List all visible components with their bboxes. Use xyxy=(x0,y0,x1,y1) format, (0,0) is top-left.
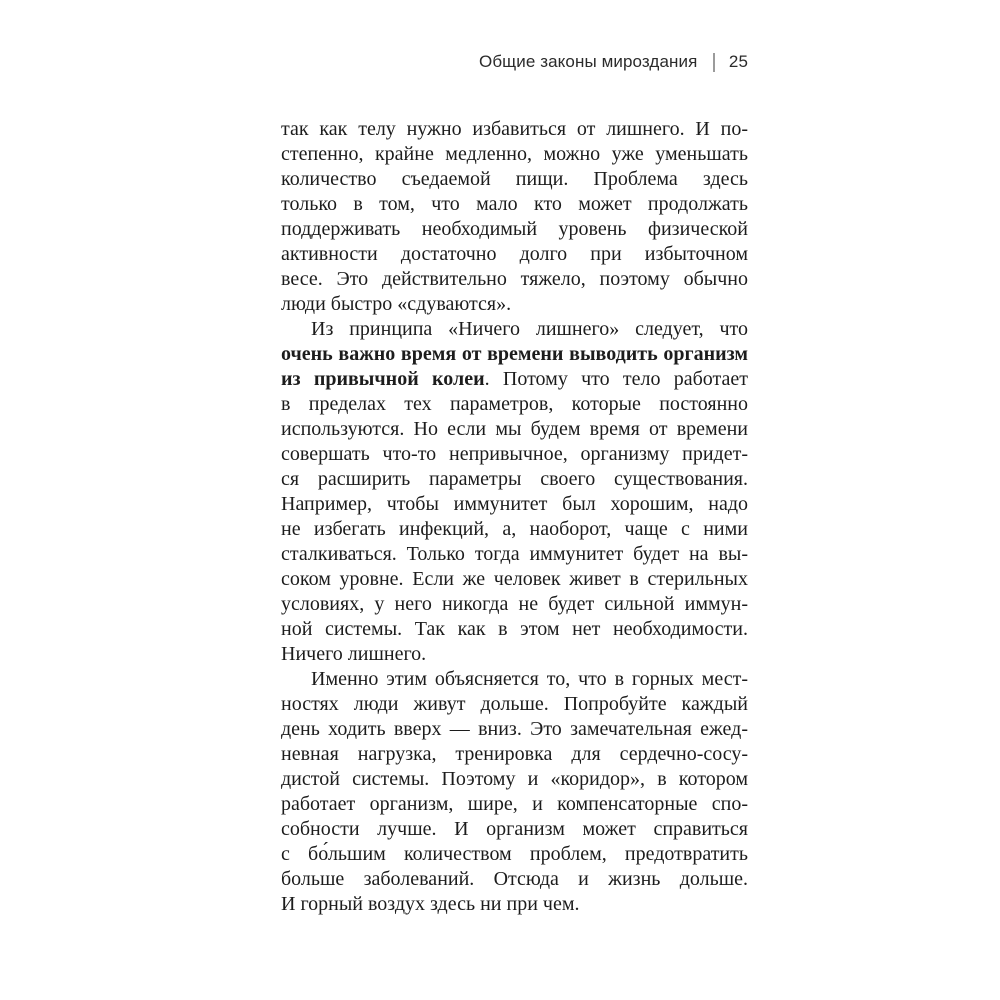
text-line xyxy=(281,292,748,317)
text-line xyxy=(281,642,748,667)
text-line xyxy=(281,217,748,242)
text-segment: люди быстро «сдуваются». xyxy=(281,293,512,315)
chapter-title: Общие законы мироздания xyxy=(479,52,698,71)
header-divider xyxy=(713,53,715,72)
text-segment: только в том, что мало кто может продолжать xyxy=(281,193,748,215)
text-segment: ся расширить параметры своего существования. xyxy=(281,468,748,490)
text-line xyxy=(281,267,748,292)
text-segment: с бо́льшим количеством проблем, предотвратить xyxy=(281,843,748,865)
text-line xyxy=(281,317,748,342)
bold-text-segment: из привычной колеи xyxy=(281,368,485,390)
text-line xyxy=(281,867,748,892)
running-header xyxy=(479,51,748,73)
text-line xyxy=(281,117,748,142)
text-block xyxy=(281,117,748,917)
text-segment: Например, чтобы иммунитет был хорошим, надо xyxy=(281,493,748,515)
text-segment: работает организм, шире, и компенсаторные спо- xyxy=(281,793,748,815)
text-line xyxy=(281,442,748,467)
text-line xyxy=(281,167,748,192)
text-line xyxy=(281,342,748,367)
text-segment: больше заболеваний. Отсюда и жизнь дольше. xyxy=(281,868,748,890)
text-line xyxy=(281,892,748,917)
text-line xyxy=(281,367,748,392)
text-segment: в пределах тех параметров, которые постоянно xyxy=(281,393,748,415)
text-line xyxy=(281,667,748,692)
text-line xyxy=(281,767,748,792)
text-line xyxy=(281,142,748,167)
text-segment: сталкиваться. Только тогда иммунитет будет на вы- xyxy=(281,543,748,565)
text-line xyxy=(281,467,748,492)
text-line xyxy=(281,817,748,842)
text-line xyxy=(281,692,748,717)
text-line xyxy=(281,242,748,267)
text-segment: не избегать инфекций, а, наоборот, чаще с ними xyxy=(281,518,748,540)
text-segment: активности достаточно долго при избыточном xyxy=(281,243,748,265)
text-line xyxy=(281,617,748,642)
text-line xyxy=(281,542,748,567)
text-segment: собности лучше. И организм может справиться xyxy=(281,818,748,840)
text-segment: . Потому что тело работает xyxy=(484,368,748,390)
text-segment: количество съедаемой пищи. Проблема здесь xyxy=(281,168,748,190)
text-segment: Из принципа «Ничего лишнего» следует, что xyxy=(311,318,748,340)
text-line xyxy=(281,492,748,517)
text-line xyxy=(281,717,748,742)
text-segment: так как телу нужно избавиться от лишнего. И по- xyxy=(281,118,748,140)
text-segment: И горный воздух здесь ни при чем. xyxy=(281,893,580,915)
text-segment: день ходить вверх — вниз. Это замечательная ежед- xyxy=(281,718,748,740)
text-segment: весе. Это действительно тяжело, поэтому обычно xyxy=(281,268,748,290)
text-segment: дистой системы. Поэтому и «коридор», в котором xyxy=(281,768,748,790)
text-line xyxy=(281,742,748,767)
text-segment: соком уровне. Если же человек живет в стерильных xyxy=(281,568,748,590)
text-segment: невная нагрузка, тренировка для сердечно-сосу- xyxy=(281,743,748,765)
text-line xyxy=(281,417,748,442)
text-segment: ностях люди живут дольше. Попробуйте каждый xyxy=(281,693,748,715)
text-segment: поддерживать необходимый уровень физической xyxy=(281,218,748,240)
text-line xyxy=(281,842,748,867)
text-segment: Ничего лишнего. xyxy=(281,643,427,665)
text-segment: Именно этим объясняется то, что в горных мест- xyxy=(311,668,748,690)
bold-text-segment: очень важно время от времени выводить организм xyxy=(281,343,748,365)
text-line xyxy=(281,392,748,417)
text-segment: ной системы. Так как в этом нет необходимости. xyxy=(281,618,748,640)
text-line xyxy=(281,192,748,217)
text-segment: совершать что-то непривычное, организму придет- xyxy=(281,443,748,465)
text-line xyxy=(281,517,748,542)
text-line xyxy=(281,792,748,817)
text-line xyxy=(281,592,748,617)
text-segment: условиях, у него никогда не будет сильной иммун- xyxy=(281,593,748,615)
text-segment: используются. Но если мы будем время от времени xyxy=(281,418,748,440)
text-segment: степенно, крайне медленно, можно уже уменьшать xyxy=(281,143,748,165)
text-line xyxy=(281,567,748,592)
page-number: 25 xyxy=(728,52,748,71)
